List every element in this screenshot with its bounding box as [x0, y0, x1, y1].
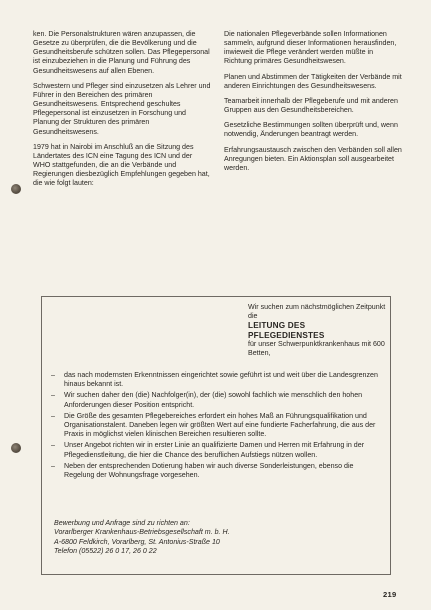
right-paragraph-1: Die nationalen Pflegeverbände sollen Informationen sammeln, aufgrund dieser Informationen herausfinden, inwieweit die Pflege verändert werden müßte in Richtung primäres Gesundheitswesen.	[224, 30, 397, 66]
list-item: – Wir suchen daher den (die) Nachfolger(in), der (die) sowohl fachlich wie menschlich den hohen Anforderungen dieser Position entspricht.	[50, 391, 384, 409]
right-paragraph-2: Planen und Abstimmen der Tätigkeiten der Verbände mit anderen Einrichtungen des Gesundheitswesens.	[224, 72, 402, 90]
left-paragraph-1: ken. Die Personalstrukturen wären anzupassen, die Gesetze zu überprüfen, die die Bevölkerung und die Gesundheitsberufe schützen sollen. Das Pflegepersonal ist einzubeziehen in die Planung und Führung des Gesundheitswesens auf allen Ebenen.	[33, 30, 210, 75]
right-paragraph-5: Erfahrungsaustausch zwischen den Verbänden soll allen Anregungen bieten. Ein Aktionsplan soll ausgearbeitet werden.	[224, 145, 402, 172]
contact-line-4: Telefon (05522) 26 0 17, 26 0 22	[54, 547, 157, 556]
ad-title-line-1: LEITUNG DES	[248, 321, 306, 331]
ad-contact-block	[54, 519, 384, 557]
contact-line-3: A-6800 Feldkirch, Vorarlberg, St. Antonius-Straße 10	[54, 537, 220, 546]
binder-hole-icon	[11, 443, 21, 453]
page-number: 219	[383, 590, 397, 599]
ad-title-line-2: PFLEGEDIENSTES	[248, 330, 325, 340]
right-paragraph-3: Teamarbeit innerhalb der Pflegeberufe und mit anderen Gruppen aus den Gesundheitsbereichen.	[224, 96, 398, 115]
ad-intro-text: Wir suchen zum nächstmöglichen Zeitpunkt die	[248, 303, 386, 321]
right-text-column	[224, 30, 402, 179]
right-paragraph-4: Gesetzliche Bestimmungen sollten überprüft und, wenn notwendig, Änderungen beantragt werden.	[224, 121, 398, 139]
ad-intro	[248, 303, 386, 359]
job-advertisement-box	[41, 296, 391, 575]
ad-requirements-list	[50, 371, 384, 482]
left-paragraph-2: Schwestern und Pfleger sind einzusetzen als Lehrer und Führer in den Bereichen des primären Gesundheitswesens. Entsprechend geschultes Pflegepersonal ist einzusetzen in Forschung und Planung der Strukturen des primären Gesundheitswesens.	[33, 81, 211, 136]
list-item: – Neben der entsprechenden Dotierung haben wir auch diverse Sonderleistungen, ebenso die Regelung der Wohnungsfrage vorgesehen.	[50, 462, 384, 480]
list-item: – Unser Angebot richten wir in erster Linie an qualifizierte Damen und Herren mit Erfahrung in der Pflegedienstleitung, die hier die Chance des beruflichen Aufstiegs nützen wollen.	[50, 441, 384, 459]
contact-line-2: Vorarlberger Krankenhaus-Betriebsgesellschaft m. b. H.	[54, 528, 230, 537]
list-item: – Die Größe des gesamten Pflegebereiches erfordert ein hohes Maß an Führungsqualifikation und Organisationstalent. Daneben legen wir größten Wert auf eine fundierte Facherfahrung, die aus der Praxis in möglichst vielen klinischen Bereichen resultieren sollte.	[50, 412, 384, 440]
binder-hole-icon	[11, 184, 21, 194]
contact-line-1: Bewerbung und Anfrage sind zu richten an:	[54, 519, 190, 527]
left-paragraph-3: 1979 hat in Nairobi im Anschluß an die Sitzung des Ländertates des ICN eine Tagung des ICN und der WHO stattgefunden, die an die Verbände und Regierungen diesbezüglich Empfehlungen gegeben hat, die wie folgt lauten:	[33, 142, 210, 188]
ad-intro-text-2: für unser Schwerpunktkrankenhaus mit 600 Betten,	[248, 340, 385, 358]
left-text-column	[33, 30, 211, 195]
list-item: – das nach modernsten Erkenntnissen eingerichtet sowie geführt ist und weit über die Landesgrenzen hinaus bekannt ist.	[50, 371, 384, 389]
